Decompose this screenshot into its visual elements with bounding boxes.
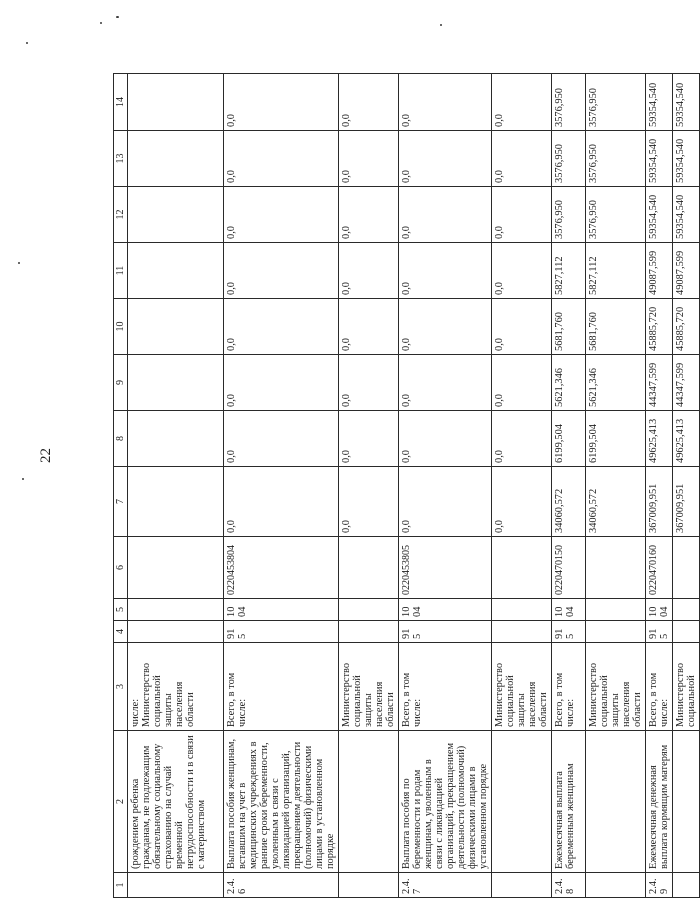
budget-table [113, 73, 700, 898]
table-cell: 915 [224, 621, 339, 643]
table-row [128, 74, 224, 898]
table-cell: 0,0 [399, 187, 492, 243]
table-cell: 49087,599 [673, 243, 700, 299]
table-cell: 5827,112 [552, 243, 586, 299]
table-cell: 1004 [399, 599, 492, 621]
table-cell: 0,0 [399, 243, 492, 299]
table-cell: 0,0 [224, 467, 339, 537]
table-cell: 6199,504 [586, 411, 646, 467]
table-cell: 0,0 [339, 187, 399, 243]
table-row [646, 74, 673, 898]
table-cell [492, 731, 552, 873]
table-cell [586, 731, 646, 873]
table-cell: Министерство социальной защиты населения области [339, 643, 399, 731]
table-cell: Всего, в том числе: [552, 643, 586, 731]
table-cell: 59354,540 [646, 131, 673, 187]
table-cell: Ежемесячная денежная выплата кормящим матерям [646, 731, 673, 873]
table-cell: 0220453804 [224, 537, 339, 599]
table-cell: 0220453805 [399, 537, 492, 599]
table-cell: 34060,572 [552, 467, 586, 537]
table-cell: 0,0 [492, 411, 552, 467]
table-cell: 0,0 [339, 131, 399, 187]
table-cell: (рождением ребенка гражданам, не подлежащим обязательному социальному страхованию на случай временной нетрудоспособности и в связи с материнством [128, 731, 224, 873]
table-cell: 5621,346 [586, 355, 646, 411]
table-cell: Министерство социальной защиты населения области [492, 643, 552, 731]
header-cell: 13 [114, 131, 128, 187]
table-cell: Всего, в том числе: [646, 643, 673, 731]
table-cell [128, 355, 224, 411]
header-cell: 10 [114, 299, 128, 355]
table-cell [586, 873, 646, 898]
table-cell: Ежемесячная выплата беременным женщинам [552, 731, 586, 873]
table-cell: 915 [399, 621, 492, 643]
table-cell: 915 [552, 621, 586, 643]
table-cell [128, 299, 224, 355]
table-cell: 3576,950 [552, 131, 586, 187]
table-cell: 59354,540 [646, 74, 673, 131]
scan-speck [22, 478, 24, 480]
table-cell: 3576,950 [552, 187, 586, 243]
table-cell: 49625,413 [646, 411, 673, 467]
table-cell: 6199,504 [552, 411, 586, 467]
table-cell: 0,0 [399, 411, 492, 467]
table-cell: 0,0 [224, 187, 339, 243]
table-cell: 0,0 [339, 411, 399, 467]
table-cell [128, 467, 224, 537]
table-cell [339, 731, 399, 873]
table-cell: Выплата пособия женщинам, вставшим на учет в медицинских учреждениях в ранние сроки беременности, уволенным в связи с ликвидацией организаций, прекращением деятельности (полномочий) физическими лицами в установленном порядке [224, 731, 339, 873]
table-cell [673, 731, 700, 873]
table-cell: 1004 [646, 599, 673, 621]
table-cell: 5827,112 [586, 243, 646, 299]
header-cell: 8 [114, 411, 128, 467]
table-row [339, 74, 399, 898]
table-cell [128, 243, 224, 299]
table-row [586, 74, 646, 898]
table-cell: 0,0 [224, 355, 339, 411]
table-cell: 34060,572 [586, 467, 646, 537]
page-number: 22 [38, 448, 54, 463]
table-cell [128, 74, 224, 131]
header-cell: 9 [114, 355, 128, 411]
header-cell: 1 [114, 873, 128, 898]
table-cell [128, 131, 224, 187]
scan-speck [100, 22, 102, 24]
table-cell [492, 621, 552, 643]
table-cell: 0,0 [339, 355, 399, 411]
header-cell: 7 [114, 467, 128, 537]
table-cell: 0,0 [339, 74, 399, 131]
table-cell: 0,0 [492, 467, 552, 537]
table-cell: 0,0 [492, 187, 552, 243]
header-cell: 11 [114, 243, 128, 299]
table-cell: 45885,720 [673, 299, 700, 355]
header-cell: 5 [114, 599, 128, 621]
table-cell: 59354,540 [673, 74, 700, 131]
table-cell: Всего, в том числе: [399, 643, 492, 731]
table-cell: 0220470150 [552, 537, 586, 599]
table-cell: 0,0 [339, 243, 399, 299]
table-row [552, 74, 586, 898]
table-cell [673, 599, 700, 621]
table-cell: 0,0 [399, 299, 492, 355]
table-cell: 1004 [224, 599, 339, 621]
table-cell: 44347,599 [673, 355, 700, 411]
table-cell [586, 621, 646, 643]
table-cell: 0,0 [399, 467, 492, 537]
table-cell: 5681,760 [586, 299, 646, 355]
header-cell: 2 [114, 731, 128, 873]
table-cell: Всего, в том числе: [224, 643, 339, 731]
table-cell: 0,0 [492, 74, 552, 131]
table-cell: 915 [646, 621, 673, 643]
table-cell [673, 537, 700, 599]
table-cell: 5621,346 [552, 355, 586, 411]
table-cell [673, 621, 700, 643]
table-cell: числе: Министерство социальной защиты населения области [128, 643, 224, 731]
table-cell: 1004 [552, 599, 586, 621]
table-cell: 45885,720 [646, 299, 673, 355]
table-cell: 367009,951 [673, 467, 700, 537]
table-cell: 367009,951 [646, 467, 673, 537]
table-cell: 3576,950 [586, 74, 646, 131]
table-cell: 49625,413 [673, 411, 700, 467]
table-cell [492, 873, 552, 898]
table-cell: 59354,540 [673, 131, 700, 187]
table-cell: 2.4.7 [399, 873, 492, 898]
table-cell [673, 873, 700, 898]
table-cell: 0,0 [224, 131, 339, 187]
table-cell: 3576,950 [586, 187, 646, 243]
table-cell: 0,0 [492, 299, 552, 355]
table-cell [339, 621, 399, 643]
scan-speck [26, 42, 28, 44]
table-cell: 0,0 [492, 131, 552, 187]
table-cell [128, 411, 224, 467]
table-cell [586, 599, 646, 621]
table-cell: 0,0 [492, 355, 552, 411]
table-cell: 59354,540 [646, 187, 673, 243]
scan-speck [440, 24, 442, 26]
table-cell: 0,0 [399, 74, 492, 131]
table-body [114, 74, 700, 898]
table-cell [339, 599, 399, 621]
table-cell: 2.4.6 [224, 873, 339, 898]
table-cell: 2.4.9 [646, 873, 673, 898]
table-frame [113, 74, 697, 898]
table-cell: 5681,760 [552, 299, 586, 355]
table-cell: 2.4.8 [552, 873, 586, 898]
scan-speck [116, 16, 119, 18]
scan-speck [18, 262, 20, 264]
rotated-table-wrapper [113, 74, 697, 898]
table-cell [339, 537, 399, 599]
header-row [114, 74, 128, 898]
table-cell: 0,0 [399, 355, 492, 411]
table-cell: 0,0 [399, 131, 492, 187]
table-cell: Министерство социальной защиты населения области [586, 643, 646, 731]
header-cell: 14 [114, 74, 128, 131]
table-cell: 3576,950 [552, 74, 586, 131]
table-cell: 0,0 [224, 299, 339, 355]
table-cell [492, 599, 552, 621]
table-cell: 0,0 [339, 467, 399, 537]
table-row [399, 74, 492, 898]
table-cell: 0,0 [224, 411, 339, 467]
header-cell: 4 [114, 621, 128, 643]
table-cell [339, 873, 399, 898]
table-cell: Выплата пособия по беременности и родам женщинам, уволенным в связи с ликвидацией организаций, прекращением деятельности (полномочий) физическими лицами в установленном порядке [399, 731, 492, 873]
table-cell: 59354,540 [673, 187, 700, 243]
table-cell: 0,0 [224, 74, 339, 131]
table-cell [128, 537, 224, 599]
table-cell: 3576,950 [586, 131, 646, 187]
table-cell [586, 537, 646, 599]
table-cell: 0,0 [492, 243, 552, 299]
table-cell [128, 621, 224, 643]
header-cell: 3 [114, 643, 128, 731]
table-cell [128, 599, 224, 621]
table-cell: 0,0 [224, 243, 339, 299]
table-cell: 44347,599 [646, 355, 673, 411]
table-row [224, 74, 339, 898]
table-row [673, 74, 700, 898]
table-cell: 49087,599 [646, 243, 673, 299]
table-cell [128, 187, 224, 243]
table-cell [128, 873, 224, 898]
table-cell [492, 537, 552, 599]
table-cell: 0220470160 [646, 537, 673, 599]
table-row [492, 74, 552, 898]
table-cell: 0,0 [339, 299, 399, 355]
header-cell: 6 [114, 537, 128, 599]
table-cell: Министерство социальной [673, 643, 700, 731]
header-cell: 12 [114, 187, 128, 243]
